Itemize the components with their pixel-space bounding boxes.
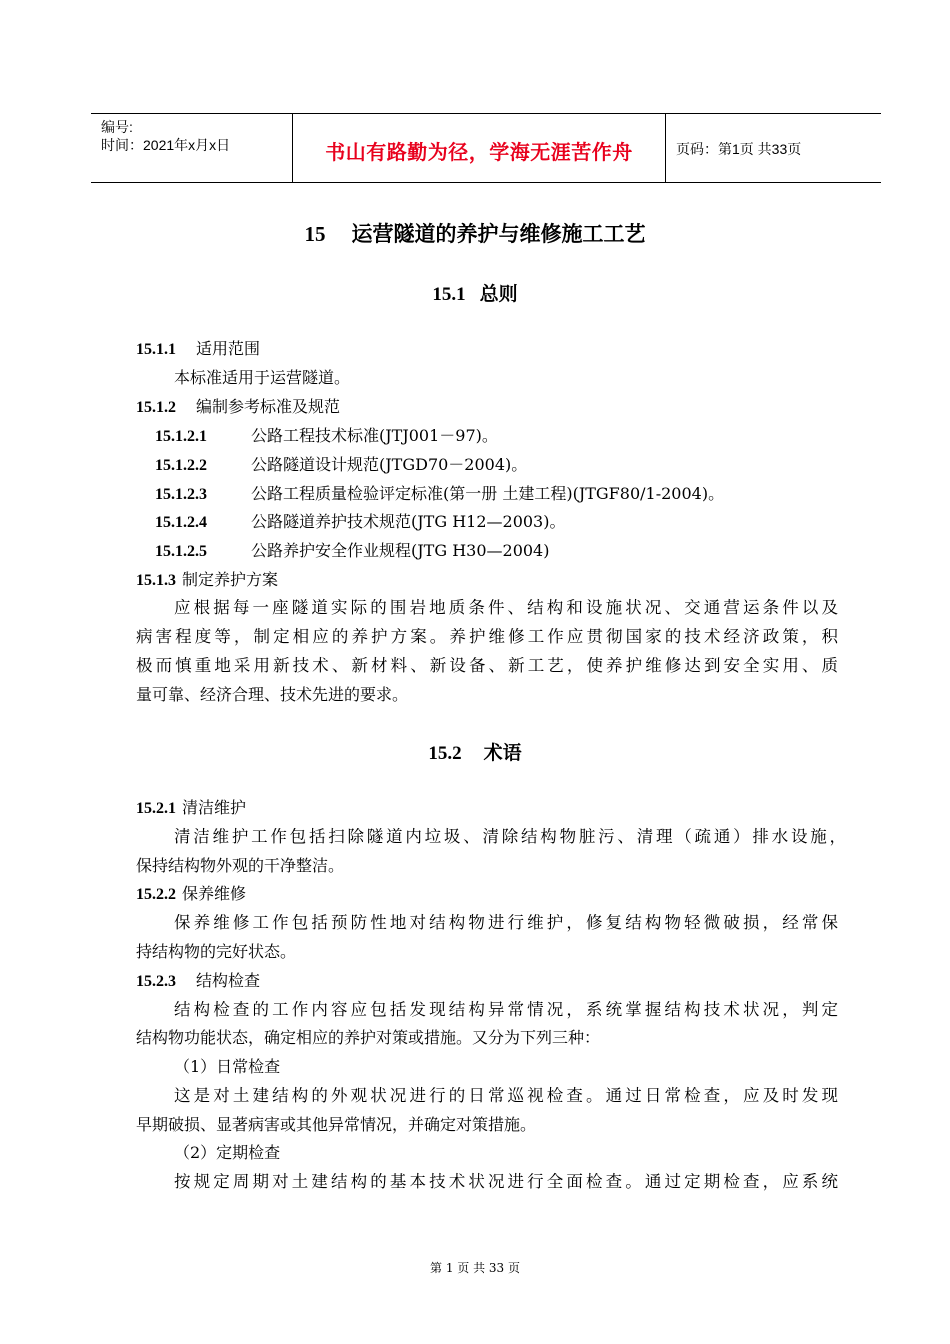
clause-title: 适用范围 xyxy=(196,339,261,358)
page-label: 页码：第1页 共33页 xyxy=(676,141,802,157)
list-item-daily-inspection: （1）日常检查 xyxy=(174,1057,281,1076)
section-number: 15.1 xyxy=(432,284,466,305)
clause-15-2-3 xyxy=(136,971,260,992)
clause-number: 15.1.3 xyxy=(136,572,176,589)
header-page-cell xyxy=(666,114,881,182)
clause-15-2-1 xyxy=(136,798,246,819)
ref-text: 公路养护安全作业规程(JTG H30—2004) xyxy=(251,541,550,560)
section-heading-15-2 xyxy=(0,738,950,765)
time-label: 时间：2021年x月x日 xyxy=(101,137,231,153)
clause-15-1-2 xyxy=(136,397,340,418)
header-info-cell xyxy=(91,114,293,182)
page-footer: 第 1 页 共 33 页 xyxy=(430,1261,520,1275)
clause-number: 15.2.2 xyxy=(136,886,176,903)
section-number: 15.2 xyxy=(428,743,462,764)
paragraph-line: 量可靠、经济合理、技术先进的要求。 xyxy=(136,685,409,704)
ref-text: 公路工程质量检验评定标准(第一册 土建工程)(JTGF80/1-2004)。 xyxy=(251,484,725,503)
title-text: 运营隧道的养护与维修施工工艺 xyxy=(351,222,646,246)
title-number: 15 xyxy=(304,222,326,246)
paragraph-line: 保养维修工作包括预防性地对结构物进行维护，修复结构物轻微破损，经常保 xyxy=(174,913,838,932)
ref-number: 15.1.2.1 xyxy=(155,428,207,445)
section-title: 总则 xyxy=(479,283,518,305)
reference-item xyxy=(155,455,527,476)
paragraph-line: 清洁维护工作包括扫除隧道内垃圾、清除结构物脏污、清理（疏通）排水设施， xyxy=(174,827,846,846)
clause-number: 15.1.2 xyxy=(136,399,176,416)
ref-number: 15.1.2.4 xyxy=(155,514,207,531)
header-table xyxy=(91,113,881,183)
ref-text: 公路隧道设计规范(JTGD70－2004)。 xyxy=(251,455,528,474)
clause-title: 清洁维护 xyxy=(182,798,247,817)
paragraph: 本标准适用于运营隧道。 xyxy=(174,368,351,387)
clause-title: 保养维修 xyxy=(182,884,247,903)
ref-number: 15.1.2.5 xyxy=(155,543,207,560)
clause-title: 制定养护方案 xyxy=(182,570,279,589)
ref-number: 15.1.2.3 xyxy=(155,486,207,503)
number-label: 编号: xyxy=(101,119,133,135)
paragraph-line: 这是对土建结构的外观状况进行的日常巡视检查。通过日常检查，应及时发现 xyxy=(174,1086,838,1105)
page-title xyxy=(0,218,950,248)
reference-item xyxy=(155,541,549,562)
clause-15-1-1 xyxy=(136,339,260,360)
clause-15-1-3 xyxy=(136,570,278,591)
clause-title: 编制参考标准及规范 xyxy=(196,397,341,416)
clause-number: 15.2.3 xyxy=(136,973,176,990)
reference-item xyxy=(155,426,498,447)
paragraph-line: 早期破损、显著病害或其他异常情况，并确定对策措施。 xyxy=(136,1115,537,1134)
paragraph-line: 按规定周期对土建结构的基本技术状况进行全面检查。通过定期检查，应系统 xyxy=(174,1172,838,1191)
paragraph-line: 病害程度等，制定相应的养护方案。养护维修工作应贯彻国家的技术经济政策，积 xyxy=(136,627,838,646)
reference-item xyxy=(155,484,724,505)
clause-number: 15.1.1 xyxy=(136,341,176,358)
paragraph-line: 结构检查的工作内容应包括发现结构异常情况，系统掌握结构技术状况，判定 xyxy=(174,1000,838,1019)
section-heading-15-1 xyxy=(0,279,950,306)
list-item-periodic-inspection: （2）定期检查 xyxy=(174,1143,281,1162)
ref-number: 15.1.2.2 xyxy=(155,457,207,474)
reference-item xyxy=(155,512,565,533)
clause-15-2-2 xyxy=(136,884,246,905)
paragraph-line: 应根据每一座隧道实际的围岩地质条件、结构和设施状况、交通营运条件以及 xyxy=(174,598,838,617)
paragraph-line: 持结构物的完好状态。 xyxy=(136,942,297,961)
paragraph-line: 结构物功能状态，确定相应的养护对策或措施。又分为下列三种： xyxy=(136,1028,601,1047)
paragraph-line: 保持结构物外观的干净整洁。 xyxy=(136,856,345,875)
header-motto-cell xyxy=(293,114,666,182)
clause-title: 结构检查 xyxy=(196,971,261,990)
paragraph-line: 极而慎重地采用新技术、新材料、新设备、新工艺，使养护维修达到安全实用、质 xyxy=(136,656,838,675)
ref-text: 公路工程技术标准(JTJ001－97)。 xyxy=(251,426,498,445)
section-title: 术语 xyxy=(483,742,522,764)
clause-number: 15.2.1 xyxy=(136,800,176,817)
motto: 书山有路勤为径，学海无涯苦作舟 xyxy=(325,140,633,164)
ref-text: 公路隧道养护技术规范(JTG H12—2003)。 xyxy=(251,512,566,531)
